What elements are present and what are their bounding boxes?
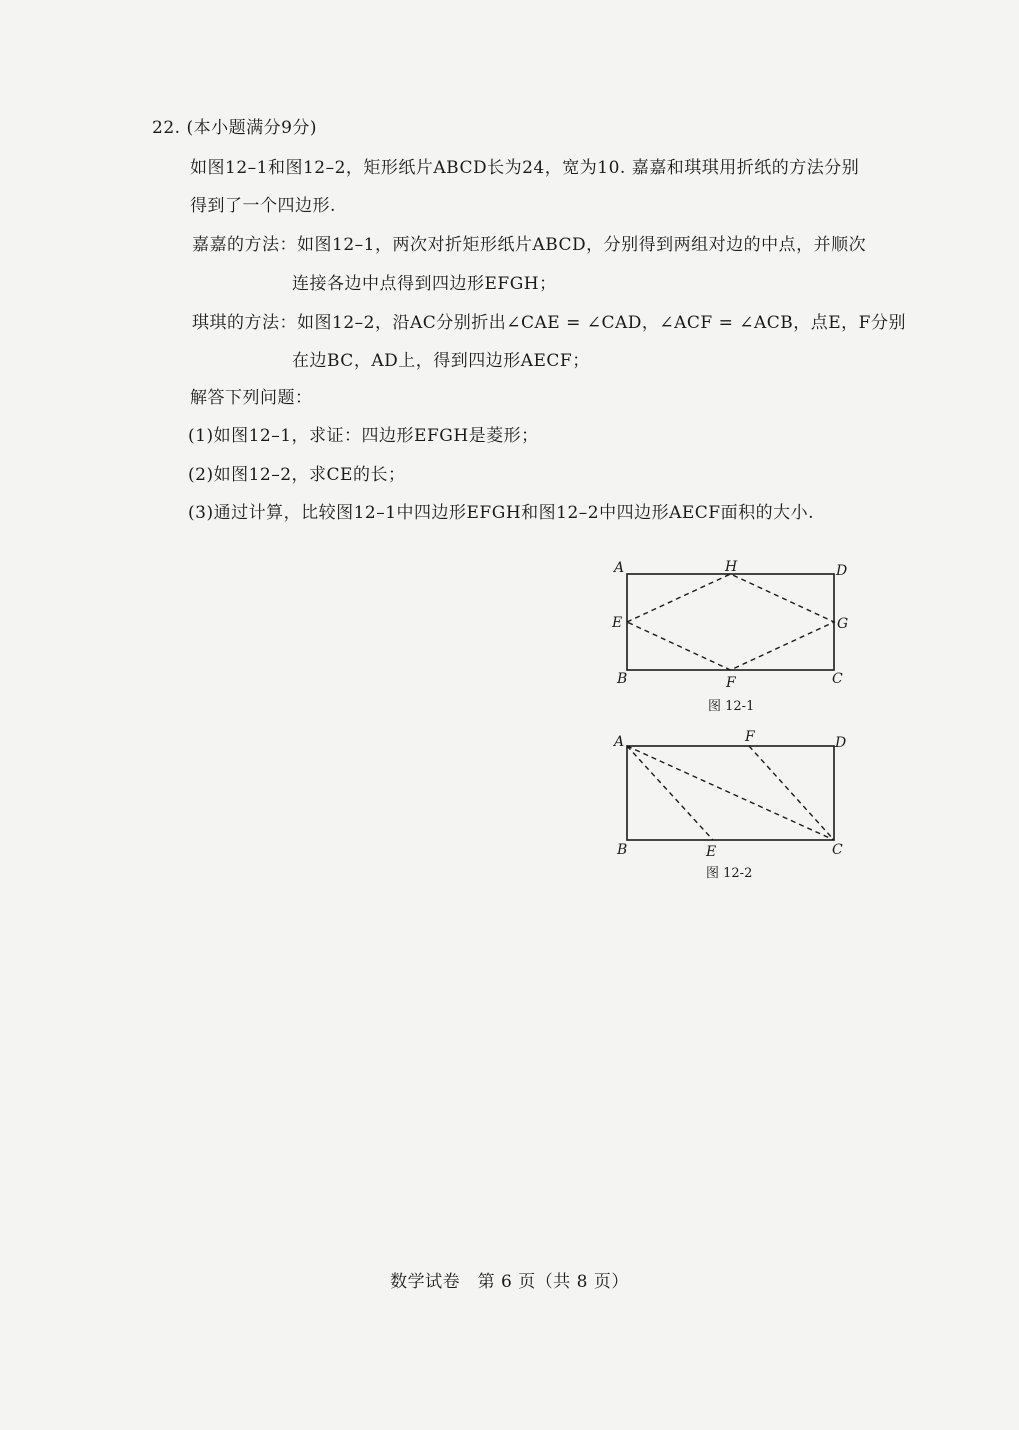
label-e-2: E bbox=[706, 844, 717, 860]
qiqi-method-line-1: 琪琪的方法：如图12–2，沿AC分别折出∠CAE = ∠CAD，∠ACF = ∠ACB，点E，F分别 bbox=[192, 313, 906, 333]
geometry-figures bbox=[600, 550, 870, 890]
rectangle-abcd bbox=[627, 574, 834, 670]
fold-line-ae bbox=[627, 746, 713, 840]
diagonal-ac bbox=[627, 746, 834, 840]
label-d: D bbox=[836, 563, 848, 579]
page-footer: 数学试卷 第 6 页（共 8 页） bbox=[390, 1272, 629, 1292]
instruction: 解答下列问题： bbox=[190, 388, 313, 408]
jiajia-method-line-2: 连接各边中点得到四边形EFGH； bbox=[292, 274, 557, 294]
label-b-2: B bbox=[617, 842, 628, 858]
label-a-2: A bbox=[614, 734, 625, 750]
figure-12-1-caption: 图 12-1 bbox=[708, 699, 755, 714]
label-b: B bbox=[617, 671, 628, 687]
rhombus-efgh bbox=[627, 574, 834, 670]
label-a: A bbox=[614, 560, 625, 576]
label-c-2: C bbox=[832, 842, 843, 858]
part-3: (3)通过计算，比较图12–1中四边形EFGH和图12–2中四边形AECF面积的大小. bbox=[188, 503, 814, 523]
label-e: E bbox=[612, 615, 623, 631]
question-intro-line-2: 得到了一个四边形. bbox=[190, 196, 336, 216]
figure-12-1 bbox=[611, 559, 848, 714]
figure-12-2 bbox=[612, 729, 846, 881]
label-c: C bbox=[832, 671, 843, 687]
jiajia-method-line-1: 嘉嘉的方法：如图12–1，两次对折矩形纸片ABCD，分别得到两组对边的中点，并顺次 bbox=[192, 235, 867, 255]
question-intro-line-1: 如图12–1和图12–2，矩形纸片ABCD长为24，宽为10. 嘉嘉和琪琪用折纸的方法分别 bbox=[190, 158, 860, 178]
label-g: G bbox=[837, 616, 849, 632]
label-d-2: D bbox=[835, 735, 847, 751]
part-2: (2)如图12–2，求CE的长； bbox=[188, 465, 406, 485]
qiqi-method-line-2: 在边BC，AD上，得到四边形AECF； bbox=[292, 351, 590, 371]
label-f-2: F bbox=[745, 729, 755, 745]
fold-line-fc bbox=[749, 746, 834, 840]
label-h: H bbox=[725, 559, 738, 575]
part-1: (1)如图12–1，求证：四边形EFGH是菱形； bbox=[188, 426, 539, 446]
figure-12-2-caption: 图 12-2 bbox=[706, 866, 753, 881]
label-f: F bbox=[726, 675, 736, 691]
question-title: 22. (本小题满分9分) bbox=[152, 118, 318, 138]
